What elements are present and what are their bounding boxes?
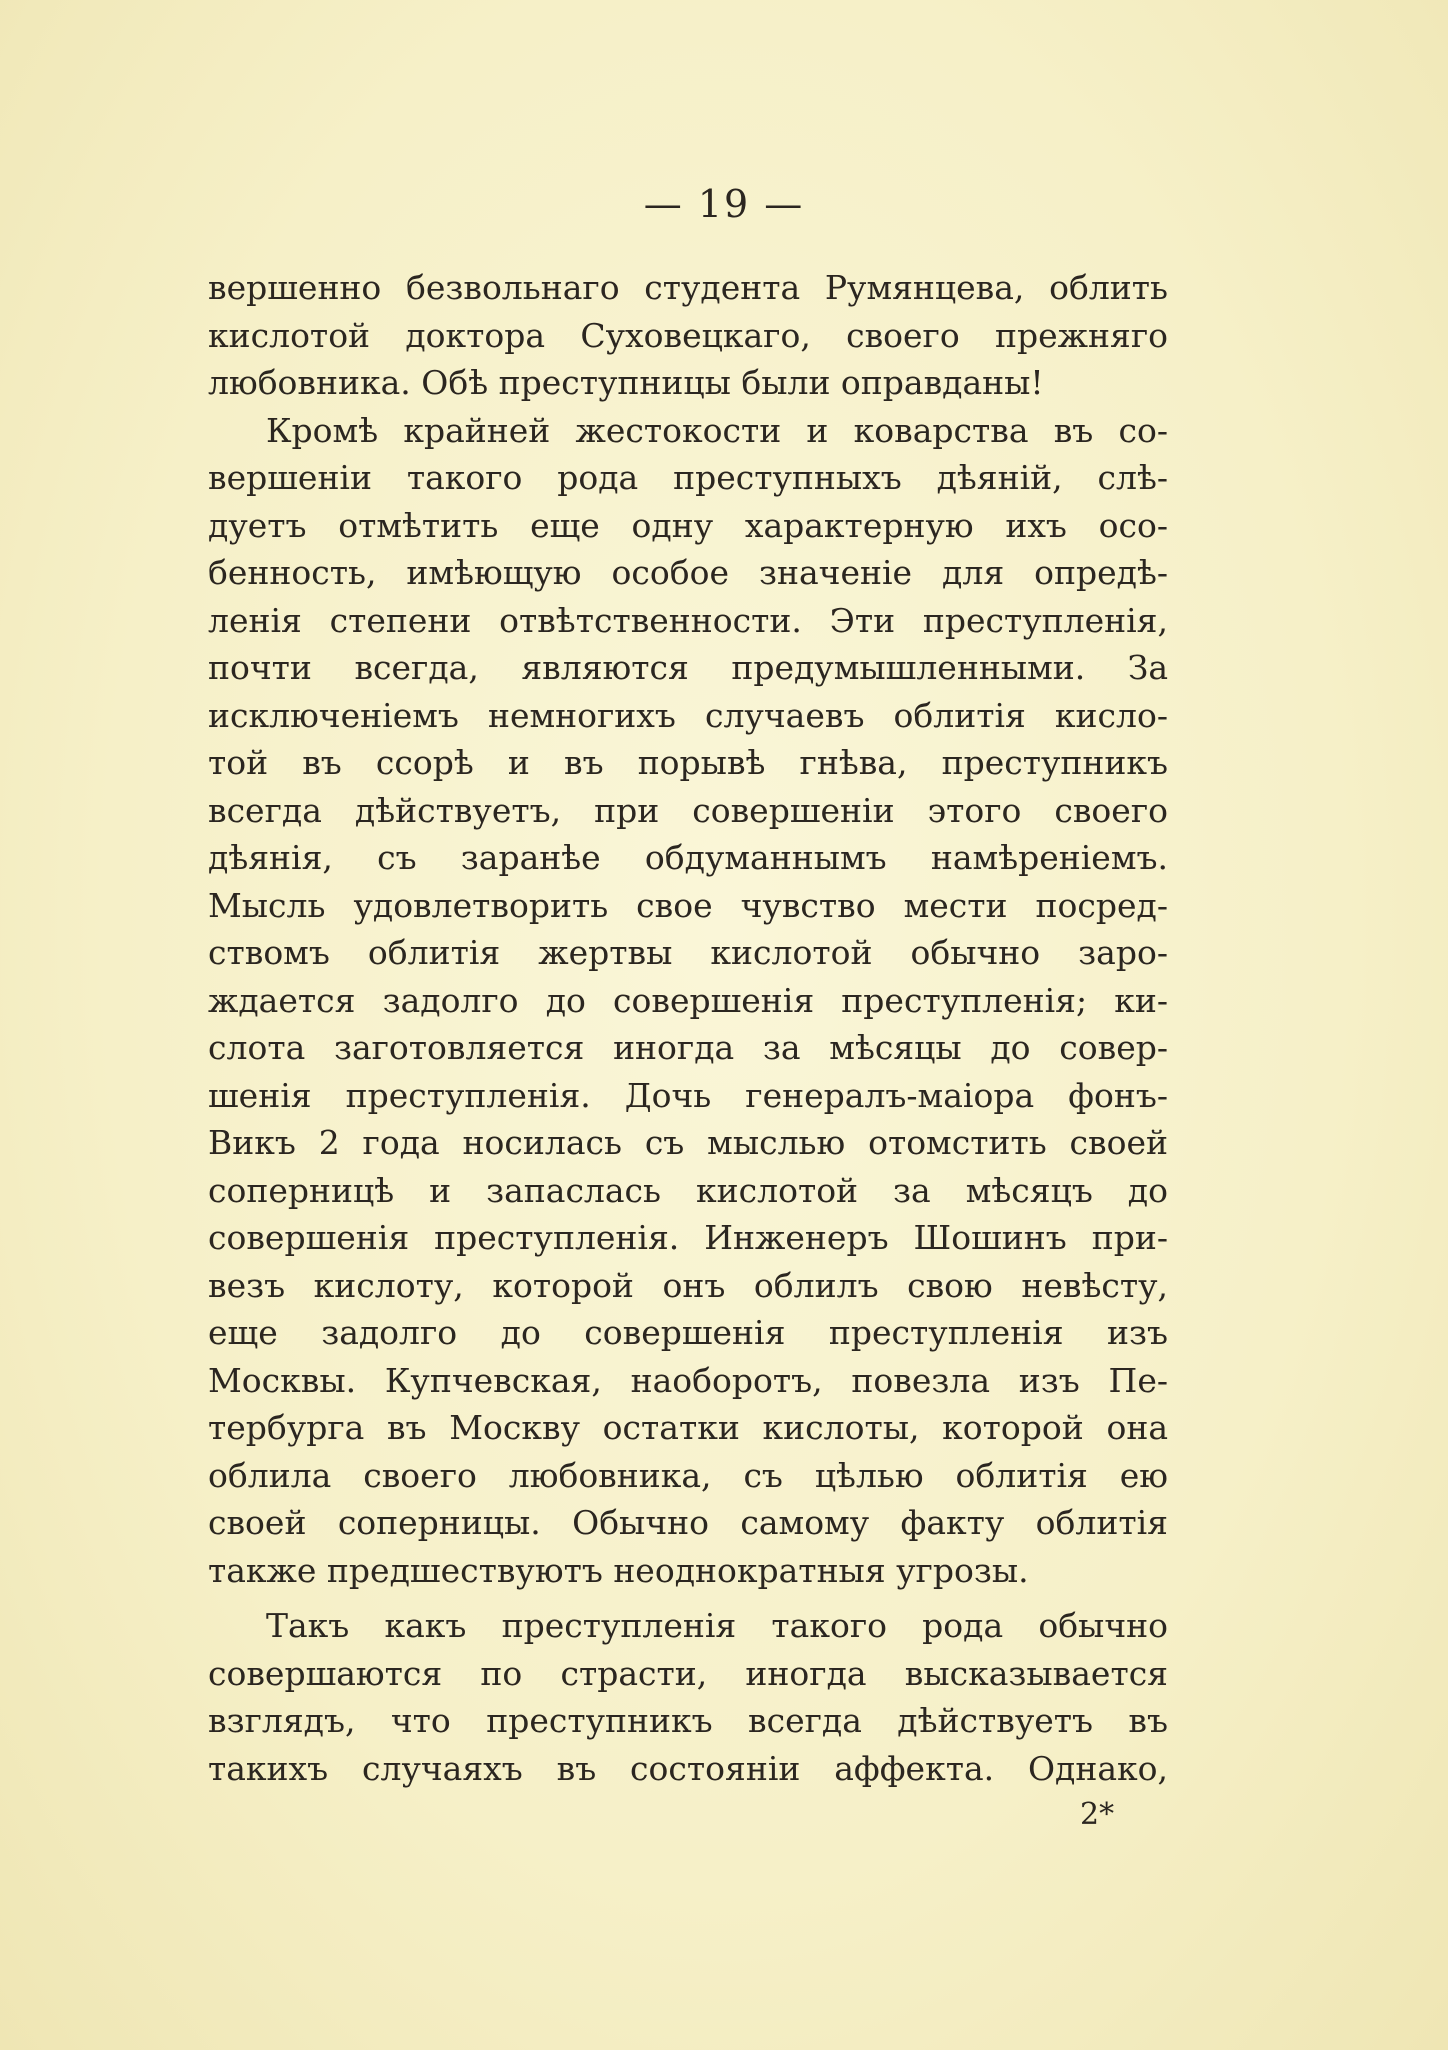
text-line: совершаются по страсти, иногда высказывается — [208, 1653, 1168, 1693]
text-line: исключенiемъ немногихъ случаевъ облитiя кисло- — [208, 695, 1168, 735]
text-line: шенiя преступленiя. Дочь генералъ-маiора фонъ- — [208, 1075, 1168, 1115]
text-line: также предшествуютъ неоднократныя угрозы. — [208, 1550, 1029, 1590]
paragraph-3 — [208, 1602, 1168, 1792]
text-line: Викъ 2 года носилась съ мыслью отомстить своей — [208, 1123, 1168, 1162]
text-line: почти всегда, являются предумышленными. За — [208, 648, 1168, 687]
text-line: ствомъ облитiя жертвы кислотой обычно заро- — [208, 933, 1168, 972]
text-line: той въ ссорѣ и въ порывѣ гнѣва, преступникъ — [208, 743, 1168, 782]
body-text — [208, 264, 1168, 1792]
text-line: ждается задолго до совершенiя преступленiя; ки- — [208, 980, 1168, 1020]
text-line: везъ кислоту, которой онъ облилъ свою невѣсту, — [208, 1265, 1168, 1305]
text-line: облила своего любовника, съ цѣлью облитiя ею — [208, 1455, 1168, 1495]
text-line: дуетъ отмѣтить еще одну характерную ихъ осо- — [208, 505, 1168, 545]
text-line: вершенiи такого рода преступныхъ дѣянiй, слѣ- — [208, 458, 1168, 497]
text-line: бенность, имѣющую особое значенiе для опредѣ- — [208, 553, 1168, 592]
text-line: Мысль удовлетворить свое чувство мести посред- — [208, 885, 1168, 925]
paragraph-2 — [208, 407, 1168, 1595]
page-number-header: — 19 — — [643, 182, 805, 226]
text-line: еще задолго до совершенiя преступленiя изъ — [208, 1313, 1168, 1352]
text-line: Кромѣ крайней жестокости и коварства въ со- — [266, 410, 1168, 450]
text-line: кислотой доктора Суховецкаго, своего прежняго — [208, 315, 1168, 355]
text-line: всегда дѣйствуетъ, при совершенiи этого своего — [208, 790, 1168, 830]
text-line: Москвы. Купчевская, наоборотъ, повезла изъ Пе- — [208, 1360, 1168, 1400]
text-line: вершенно безвольнаго студента Румянцева, облить — [208, 268, 1168, 307]
text-line: тербурга въ Москву остатки кислоты, которой она — [208, 1408, 1168, 1447]
text-line: совершенiя преступленiя. Инженеръ Шошинъ при- — [208, 1218, 1168, 1257]
signature-mark: 2* — [1080, 1797, 1115, 1832]
text-line: Такъ какъ преступленiя такого рода обычно — [266, 1606, 1168, 1645]
text-line: соперницѣ и запаслась кислотой за мѣсяцъ до — [208, 1170, 1168, 1210]
text-line: любовника. Обѣ преступницы были оправданы! — [208, 363, 1044, 402]
text-line: взглядъ, что преступникъ всегда дѣйствуетъ въ — [208, 1701, 1168, 1740]
text-line: слота заготовляется иногда за мѣсяцы до совер- — [208, 1028, 1168, 1067]
text-line: своей соперницы. Обычно самому факту облитiя — [208, 1503, 1168, 1542]
text-line: такихъ случаяхъ въ состоянiи аффекта. Однако, — [208, 1748, 1168, 1788]
paragraph-spacer — [208, 1594, 1168, 1602]
text-line: дѣянiя, съ заранѣе обдуманнымъ намѣренiемъ. — [208, 838, 1168, 877]
text-line: ленiя степени отвѣтственности. Эти преступленiя, — [208, 600, 1168, 640]
paragraph-1 — [208, 264, 1168, 407]
